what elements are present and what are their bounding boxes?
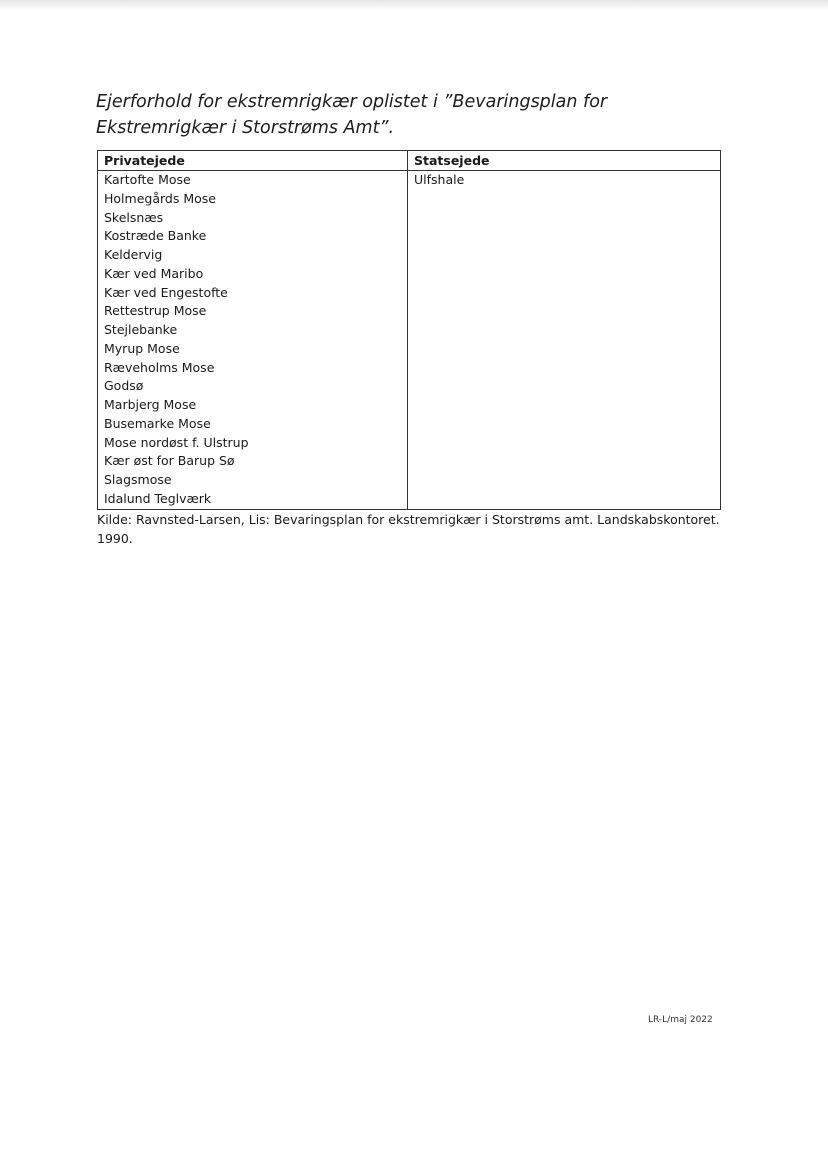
state-list [408, 171, 721, 510]
private-entry: Kær ved Engestofte [104, 284, 228, 300]
footer-code: LR-L/maj 2022 [648, 1015, 713, 1025]
private-entry: Kær øst for Barup Sø [104, 453, 235, 469]
private-entry: Godsø [104, 378, 144, 394]
private-entry: Keldervig [104, 247, 163, 262]
private-entry: Stejlebanke [104, 322, 178, 337]
private-entry: Marbjerg Mose [104, 397, 197, 412]
private-entry: Myrup Mose [104, 340, 180, 356]
header-state: Statsejede [408, 151, 721, 171]
table-body-row [98, 171, 721, 510]
header-private: Privatejede [98, 151, 408, 171]
private-entry: Slagsmose [104, 472, 172, 487]
private-entry: Holmegårds Mose [104, 190, 216, 206]
private-entry: Kær ved Maribo [104, 265, 204, 281]
private-entry: Kartofte Mose [104, 172, 191, 187]
source-citation: Kilde: Ravnsted-Larsen, Lis: Bevaringsplan for ekstremrigkær i Storstrøms amt. Landskabskontoret. 1990. [97, 512, 720, 546]
private-list [98, 171, 408, 510]
private-entry: Busemarke Mose [104, 415, 211, 431]
private-entry: Ræveholms Mose [104, 359, 215, 375]
document-title: Ejerforhold for ekstremrigkær oplistet i ”Bevaringsplan for Ekstremrigkær i Storstrøms Amt”. [96, 92, 608, 138]
state-entry: Ulfshale [414, 172, 465, 187]
table-header-row [98, 151, 721, 171]
private-entry: Rettestrup Mose [104, 303, 207, 319]
private-entry: Mose nordøst f. Ulstrup [104, 434, 249, 450]
page-top-edge [0, 0, 828, 10]
private-entry: Kostræde Banke [104, 228, 207, 244]
private-entry: Idalund Teglværk [104, 490, 212, 506]
private-entry: Skelsnæs [104, 209, 164, 225]
ownership-table [97, 150, 721, 510]
